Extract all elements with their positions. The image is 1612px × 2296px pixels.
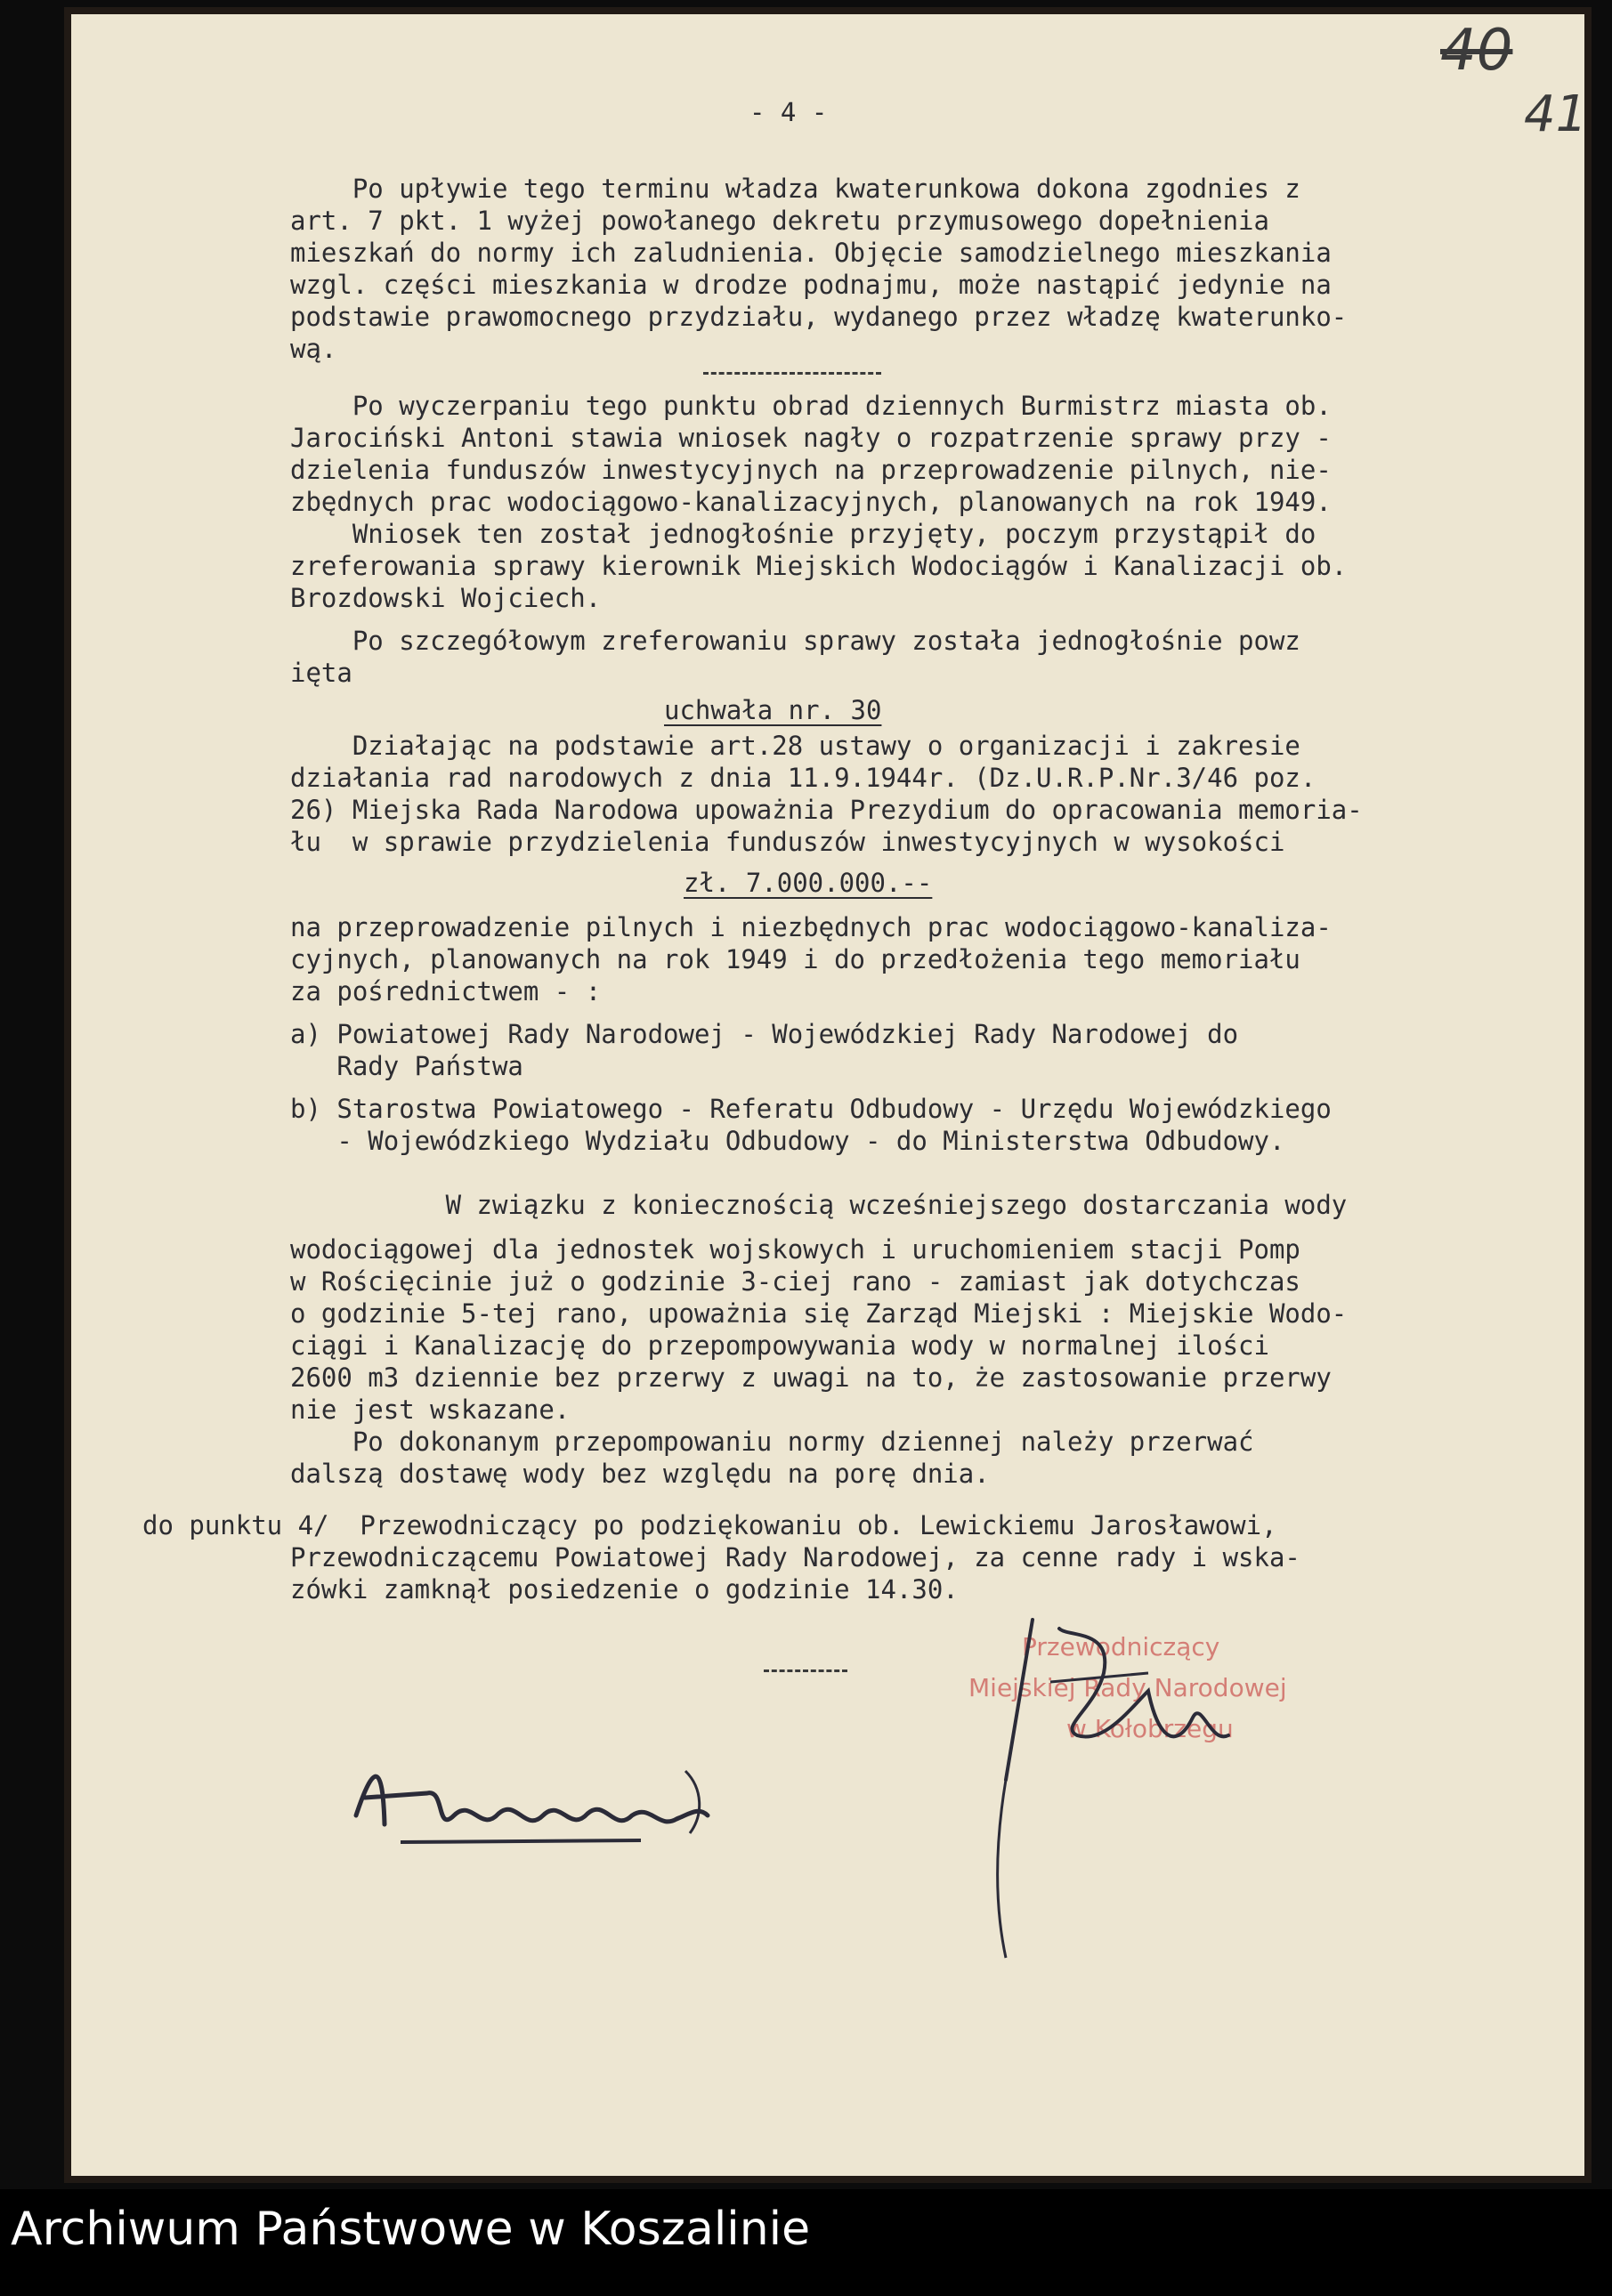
text-line: 26) Miejska Rada Narodowa upoważnia Prezydium do opracowania memoria- — [290, 795, 1363, 825]
text-line: Wniosek ten został jednogłośnie przyjęty, poczym przystąpił do — [290, 519, 1316, 549]
text-line: Brozdowski Wojciech. — [290, 583, 602, 613]
text-line: wodociągowej dla jednostek wojskowych i uruchomieniem stacji Pomp — [290, 1234, 1300, 1265]
text-line: na przeprowadzenie pilnych i niezbędnych prac wodociągowo-kanaliza- — [290, 912, 1332, 942]
text-line: Działając na podstawie art.28 ustawy o organizacji i zakresie — [290, 731, 1300, 761]
text-line: cyjnych, planowanych na rok 1949 i do przedłożenia tego memoriału — [290, 944, 1300, 974]
text-line: działania rad narodowych z dnia 11.9.1944r. (Dz.U.R.P.Nr.3/46 poz. — [290, 763, 1316, 793]
separator-line — [703, 372, 881, 375]
text-line: zówki zamknął posiedzenie o godzinie 14.30. — [290, 1574, 959, 1605]
list-item-b-cont: - Wojewódzkiego Wydziału Odbudowy - do Ministerstwa Odbudowy. — [290, 1126, 1285, 1156]
list-item-a-cont: Rady Państwa — [290, 1051, 523, 1081]
text-line: dzielenia funduszów inwestycyjnych na przeprowadzenie pilnych, nie- — [290, 455, 1332, 485]
signature-left — [347, 1744, 721, 1869]
text-line: łu w sprawie przydzielenia funduszów inwestycyjnych w wysokości — [290, 827, 1285, 857]
text-line: w Rościęcinie już o godzinie 3-ciej rano - zamiast jak dotychczas — [290, 1266, 1300, 1297]
resolution-heading: uchwała nr. 30 — [664, 695, 882, 725]
resolution-amount: zł. 7.000.000.-- — [684, 868, 933, 898]
text-line: Jarociński Antoni stawia wniosek nagły o rozpatrzenie sprawy przy - — [290, 423, 1332, 453]
text-line: art. 7 pkt. 1 wyżej powołanego dekretu przymusowego dopełnienia — [290, 206, 1269, 236]
text-line: podstawie prawomocnego przydziału, wydanego przez władzę kwaterunko- — [290, 302, 1348, 332]
text-line: Po szczegółowym zreferowaniu sprawy została jednogłośnie powz — [290, 626, 1300, 656]
list-item-a: a) Powiatowej Rady Narodowej - Wojewódzkiej Rady Narodowej do — [290, 1019, 1239, 1049]
text-line: o godzinie 5-tej rano, upoważnia się Zarząd Miejski : Miejskie Wodo- — [290, 1298, 1348, 1329]
list-item-b: b) Starostwa Powiatowego - Referatu Odbudowy - Urzędu Wojewódzkiego — [290, 1094, 1332, 1124]
text-line: Po upływie tego terminu władza kwaterunkowa dokona zgodnies z — [290, 174, 1300, 204]
folio-number: 41 — [1524, 85, 1588, 143]
text-line: ciągi i Kanalizację do przepompowywania wody w normalnej ilości — [290, 1330, 1269, 1361]
text-line: do punktu 4/ Przewodniczący po podziękowaniu ob. Lewickiemu Jarosławowi, — [142, 1510, 1277, 1540]
folio-number-struck: 40 — [1440, 18, 1513, 84]
archive-name: Archiwum Państwowe w Koszalinie — [11, 2203, 811, 2256]
text-line: wą. — [290, 334, 337, 364]
text-line: zreferowania sprawy kierownik Miejskich Wodociągów i Kanalizacji ob. — [290, 551, 1348, 581]
text-line: ięta — [290, 658, 352, 688]
text-line: za pośrednictwem - : — [290, 976, 602, 1007]
stamp-line: w Kołobrzegu — [1066, 1714, 1234, 1743]
text-line: zbędnych prac wodociągowo-kanalizacyjnych, planowanych na rok 1949. — [290, 487, 1332, 517]
text-line: Przewodniczącemu Powiatowej Rady Narodowej, za cenne rady i wska- — [290, 1542, 1300, 1572]
text-line: 2600 m3 dziennie bez przerwy z uwagi na to, że zastosowanie przerwy — [290, 1362, 1332, 1393]
signature-right — [970, 1602, 1273, 1976]
text-line: W związku z koniecznością wcześniejszego dostarczania wody — [290, 1190, 1348, 1220]
text-line: nie jest wskazane. — [290, 1395, 571, 1425]
separator-line — [764, 1669, 847, 1672]
text-line: dalszą dostawę wody bez względu na porę dnia. — [290, 1459, 990, 1489]
page-number: - 4 - — [749, 97, 828, 127]
stamp-line: Przewodniczący — [1022, 1632, 1220, 1661]
text-line: Po wyczerpaniu tego punktu obrad dziennych Burmistrz miasta ob. — [290, 391, 1332, 421]
stamp-line: Miejskiej Rady Narodowej — [968, 1673, 1287, 1702]
text-line: Po dokonanym przepompowaniu normy dziennej należy przerwać — [290, 1427, 1254, 1457]
text-line: wzgl. części mieszkania w drodze podnajmu, może nastąpić jedynie na — [290, 270, 1332, 300]
text-line: mieszkań do normy ich zaludnienia. Objęcie samodzielnego mieszkania — [290, 238, 1332, 268]
